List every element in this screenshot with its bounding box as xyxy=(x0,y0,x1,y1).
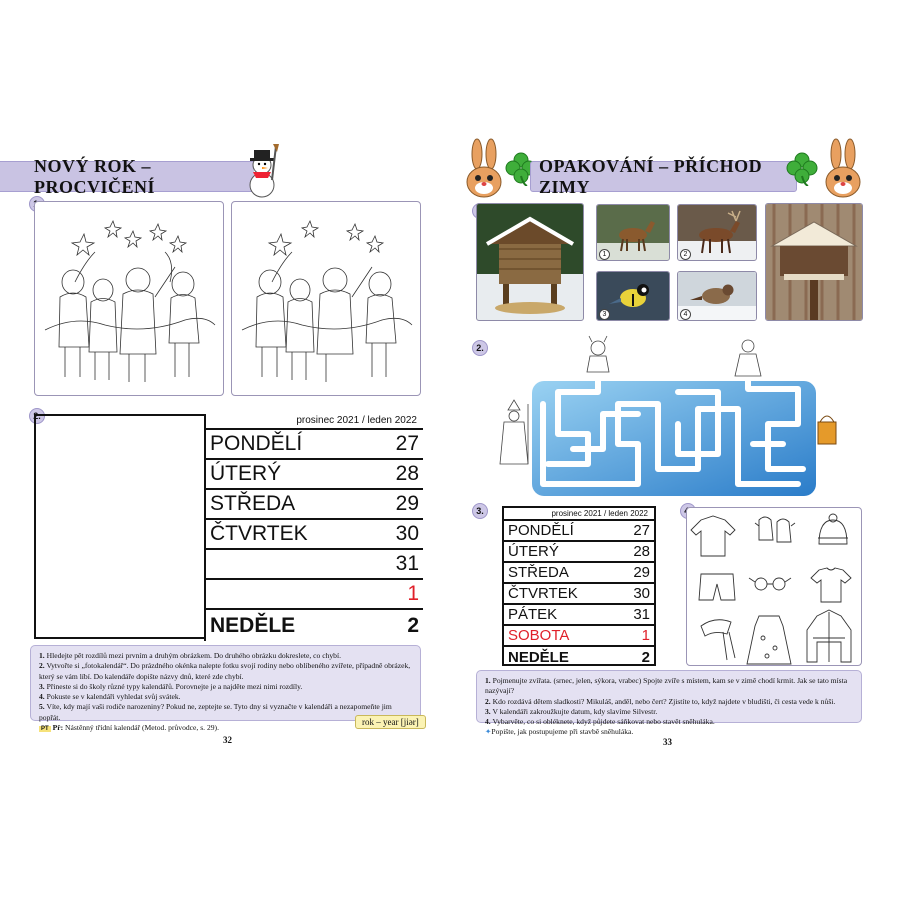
calendar-date: 31 xyxy=(633,606,650,623)
instruction-text: Přineste si do školy různé typy kalendářů. Porovnejte je a najděte mezi nimi rozdíly. xyxy=(44,681,303,691)
clothing-panel xyxy=(686,507,862,666)
scarf-icon xyxy=(701,620,735,660)
photo-bird-feeder xyxy=(765,203,863,321)
bunny-left-icon xyxy=(463,138,507,202)
instruction-number: 4. xyxy=(39,692,45,702)
r-section-2-label: 2. xyxy=(476,343,484,353)
vocab-text: rok – year [jiər] xyxy=(362,717,419,727)
pt-badge: PT xyxy=(41,726,49,733)
calendar-day: STŘEDA xyxy=(508,564,569,581)
calendar-date: 29 xyxy=(395,492,419,515)
photo-roe-deer xyxy=(596,204,670,261)
calendar-date: 28 xyxy=(395,462,419,485)
instruction xyxy=(39,692,412,702)
instruction xyxy=(39,682,412,692)
instruction-number: 1. xyxy=(485,676,491,685)
sweater-icon xyxy=(691,516,735,556)
saint-nicholas-figure xyxy=(500,400,528,464)
photo-number-badge: 3 xyxy=(599,309,610,320)
calendar-row xyxy=(206,610,423,641)
instruction-text: Hledejte pět rozdílů mezi prvním a druhým obrázkem. Do druhého obrázku dokreslete, co chybí. xyxy=(44,651,341,660)
instruction-number: 2. xyxy=(39,661,45,671)
maze-graphic[interactable] xyxy=(498,334,838,498)
instruction-number: 3. xyxy=(485,706,491,716)
calendar-day: PÁTEK xyxy=(508,606,558,623)
calendar-day: ÚTERÝ xyxy=(210,462,282,485)
clover-right-icon xyxy=(784,150,820,186)
instruction xyxy=(485,717,853,727)
snowman-icon xyxy=(240,140,286,200)
tshirt-icon xyxy=(811,568,851,602)
right-title-banner xyxy=(530,155,797,197)
calendar-date: 2 xyxy=(407,613,419,637)
drawing-2-frame xyxy=(231,201,421,396)
clothing-drawings[interactable] xyxy=(687,508,861,665)
instruction-text: Víte, kdy mají vaši rodiče narozeniny? Pokud ne, zeptejte se. Tyto dny si vyznačte v kalendáři a nezapomeňte jim popřát. xyxy=(39,702,392,722)
photo-tit-bird xyxy=(596,271,670,321)
calendar-day: NEDĚLE xyxy=(508,649,569,666)
instruction-number: 4. xyxy=(485,717,491,727)
instruction-text: Popište, jak postupujeme při stavbě sněhuláka. xyxy=(491,727,634,737)
calendar-date: 31 xyxy=(395,552,419,575)
right-page-number: 33 xyxy=(663,737,672,747)
calendar-row xyxy=(504,563,654,584)
photo-number-badge: 2 xyxy=(680,249,691,260)
bunny-right-icon xyxy=(822,138,866,202)
calendar-date: 30 xyxy=(633,585,650,602)
calendar-date-red: 1 xyxy=(641,627,650,644)
basket-figure xyxy=(818,416,836,444)
instruction-text: Kdo rozdává dětem sladkosti? Mikuláš, anděl, nebo čert? Zjistíte to, když najdete v bludišti, či cesta vede k nůši. xyxy=(490,696,836,706)
calendar-row-blank-friday[interactable] xyxy=(206,550,423,580)
instruction xyxy=(485,676,853,697)
instruction xyxy=(39,661,412,682)
sunglasses-icon xyxy=(749,578,791,590)
r-section-2-badge xyxy=(472,340,488,356)
pt-prefix: Př: xyxy=(52,723,64,733)
instruction-number: 1. xyxy=(39,651,45,660)
winter-jacket-icon xyxy=(807,610,851,662)
right-page-title: OPAKOVÁNÍ – PŘÍCHOD ZIMY xyxy=(539,155,763,197)
drawing-1-frame xyxy=(34,201,224,396)
calendar-header: prosinec 2021 / leden 2022 xyxy=(504,508,654,521)
left-page-title: NOVÝ ROK – PROCVIČENÍ xyxy=(34,155,156,197)
puzzle-icon: ✦ xyxy=(485,727,492,737)
instruction-number: 5. xyxy=(39,702,45,712)
calendar-date: 30 xyxy=(395,522,419,545)
shorts-icon xyxy=(699,574,735,600)
instruction-text: Pojmenujte zvířata. (srnec, jelen, sýkora, vrabec) Spojte zvíře s místem, kam se v zimě chodí krmit. Jak se tato místa nazývají? xyxy=(485,676,848,696)
calendar-day: ČTVRTEK xyxy=(210,522,308,545)
section-2-label: 2. xyxy=(33,411,41,421)
instruction xyxy=(39,651,412,661)
instruction xyxy=(485,707,853,717)
photo-sparrow xyxy=(677,271,757,321)
calendar-date: 27 xyxy=(633,522,650,539)
calendar-date: 2 xyxy=(641,649,650,666)
photo-number-badge: 1 xyxy=(599,249,610,260)
devil-figure xyxy=(587,336,609,372)
dress-icon xyxy=(747,616,791,664)
fireworks-children-drawing xyxy=(35,202,223,395)
instruction-number: 2. xyxy=(485,696,491,706)
calendar-header: prosinec 2021 / leden 2022 xyxy=(206,414,423,430)
photo-number-badge: 4 xyxy=(680,309,691,320)
calendar-date: 29 xyxy=(633,564,650,581)
calendar-day: PONDĚLÍ xyxy=(210,432,303,455)
calendar-row xyxy=(504,647,654,668)
photo-red-deer xyxy=(677,204,757,261)
photo-feeder-hay xyxy=(476,203,584,321)
calendar-date: 27 xyxy=(395,432,419,455)
instruction-text: Vybarvěte, co si obléknete, když půjdete sáňkovat nebo stavět sněhuláka. xyxy=(490,717,715,727)
calendar-row-silvestr[interactable] xyxy=(504,605,654,626)
instruction xyxy=(485,697,853,707)
calendar-row-blank-saturday[interactable] xyxy=(206,580,423,610)
calendar-day: ÚTERÝ xyxy=(508,543,559,560)
calendar-row xyxy=(504,584,654,605)
r-section-3-badge xyxy=(472,503,488,519)
calendar-date: 28 xyxy=(633,543,650,560)
left-calendar xyxy=(204,414,423,641)
instruction-number: 3. xyxy=(39,681,45,691)
calendar-day: STŘEDA xyxy=(210,492,296,515)
instruction-text: Vytvořte si „fotokalendář“. Do prázdného okénka nalepte fotku svojí rodiny nebo oblíbeného zvířete, případně obrázek, který se vám líbí. Do kalendáře dopište názvy dnů, které zde chybí. xyxy=(39,661,411,681)
right-instructions xyxy=(476,670,862,737)
right-calendar xyxy=(502,506,656,666)
photo-calendar-box xyxy=(34,414,421,639)
winter-hat-icon xyxy=(818,514,848,544)
left-title-banner xyxy=(0,155,254,197)
photo-placeholder[interactable] xyxy=(36,416,204,637)
calendar-row xyxy=(504,626,654,647)
vocab-box xyxy=(355,715,426,729)
instruction-text: V kalendáři zakroužkujte datum, kdy slavíme Silvestr. xyxy=(490,706,658,716)
calendar-row xyxy=(206,430,423,460)
calendar-row xyxy=(504,542,654,563)
mittens-icon xyxy=(755,517,795,542)
calendar-day: PONDĚLÍ xyxy=(508,522,574,539)
calendar-date-red: 1 xyxy=(407,582,419,605)
calendar-day-red: SOBOTA xyxy=(508,627,570,644)
angel-figure xyxy=(735,340,761,376)
calendar-day: NEDĚLE xyxy=(210,613,296,637)
pt-text: Nástěnný třídní kalendář (Metod. průvodce, s. 29). xyxy=(65,723,219,733)
bird-feeder-image xyxy=(766,204,862,320)
calendar-row xyxy=(206,490,423,520)
hay-feeder-image xyxy=(477,204,583,320)
left-page-number: 32 xyxy=(223,735,232,745)
calendar-row xyxy=(206,460,423,490)
calendar-day: ČTVRTEK xyxy=(508,585,578,602)
instruction-text: Pokuste se v kalendáři vyhledat svůj svátek. xyxy=(44,692,181,702)
fireworks-children-drawing-copy xyxy=(232,202,420,395)
r-section-3-label: 3. xyxy=(476,506,484,516)
calendar-row xyxy=(504,521,654,542)
calendar-row xyxy=(206,520,423,550)
